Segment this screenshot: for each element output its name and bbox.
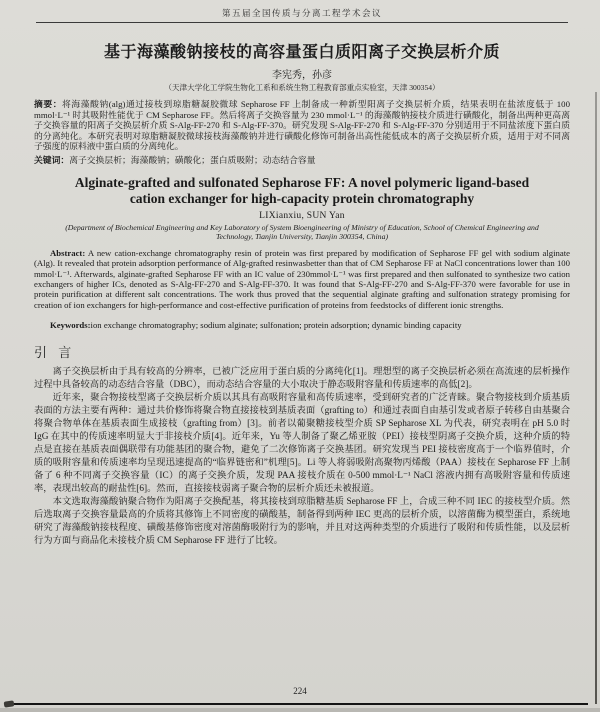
- introduction-paragraph-2: 近年来，聚合物接枝型离子交换层析介质以其具有高吸附容量和高传质速率，受到研究者的广泛青睐。聚合物接枝到介质基质表面的方法主要有两种：通过共价修饰将聚合物直接接枝到基质表面（grafting to）和通过表面自由基引发或者原子转移自由基聚合将聚合物单体在基质表面生成接枝（grafting from）[3]。前者以葡聚糖接枝型介质 SP Sepharose XL 为代表，研究表明在 pH 5.0 时 IgG 在其中的传质速率明显大于非接枝介质[4]。近年来，Yu 等人制备了聚乙烯亚胺（PEI）接枝型阴离子交换介质，这种介质的特点是直接在基质表面偶联带有功能基团的聚合物，避免了二次修饰离子交换基团。研究发现当 PEI 接枝密度高于一个临界值时，介质的吸附容量和传质速率均呈现迅速提高的“临界链密和”机理[5]。Li 等人将弱吸附高聚物丙烯酸（PAA）接枝在 Sepharose FF 上制备了 6 种不同离子交换容量（IC）的离子交换介质，发现 PAA 接枝介质在 0-500 mmol·L⁻¹ NaCl 溶液内拥有高吸附容量和传质速率，表现出较高的耐盐性[6]。然而，直接接枝弱离子聚合物的层析介质还未被报道。: [34, 393, 570, 495]
- chinese-abstract-text: 将海藻酸钠(alg)通过接枝到琼脂糖凝胶微球 Sepharose FF 上制备成一种新型阳离子交换层析介质，结果表明在盐浓度低于 100 mmol·L⁻¹ 时其吸附性能优于 CM Sepharose FF。然后将离子交换容量为 230 mmol·L⁻¹ 的海藻酸钠接枝介质进行磺酸化，制备出两种更高离子交换容量的阳离子交换层析介质 S-Alg-FF-270 和 S-Alg-FF-370。研究发现 S-Alg-FF-270 和 S-Alg-FF-370 分别适用于不同盐浓度下蛋白质的分离纯化。本研究表明对琼脂糖凝胶微球接枝海藻酸钠并进行磺酸化修饰可制备出高性能低成本的离子交换层析介质，适用于对不同离子强度的原料液中蛋白质的分离纯化。: [34, 99, 570, 152]
- english-abstract-label: Abstract:: [50, 248, 86, 259]
- english-keywords-text: ion exchange chromatography; sodium alginate; sulfonation; protein adsorption; dynamic binding capacity: [90, 319, 462, 330]
- page-number: 224: [293, 686, 307, 696]
- introduction-paragraph-1: 离子交换层析由于具有较高的分辨率，已被广泛应用于蛋白质的分离纯化[1]。理想型的离子交换层析必须在高流速的层析操作过程中具备较高的动态结合容量（DBC），而动态结合容量的大小取决于静态吸附容量和传质速率的高低[2]。: [34, 367, 570, 391]
- chinese-keywords-text: 离子交换层析；海藻酸钠；磺酸化；蛋白质吸附；动态结合容量: [69, 154, 316, 165]
- introduction-paragraph-3: 本文选取海藻酸钠聚合物作为阳离子交换配基，将其接枝到琼脂糖基质 Sepharose FF 上，合成三种不同 IEC 的接枝型介质。然后选取离子交换容量最高的介质将其修饰上不同密度的磺酸基，制备得到两种 IEC 更高的层析介质，以溶菌酶为模型蛋白，系统地研究了海藻酸钠接枝程度、磺酸基修饰密度对溶菌酶吸附行为的影响，并且对这两种类型的介质进行了吸附和传质性能，以及层析行为方面与商品化未接枝介质 CM Sepharose FF 进行了比较。: [34, 497, 570, 547]
- english-keywords-label: Keywords:: [50, 319, 91, 330]
- chinese-abstract: [34, 99, 570, 152]
- introduction-heading: 引 言: [34, 345, 76, 361]
- chinese-keywords: [34, 155, 570, 166]
- chinese-authors: 李宪秀，孙彦: [272, 70, 332, 81]
- chinese-affiliation: （天津大学化工学院生物化工系和系统生物工程教育部重点实验室，天津 300354）: [164, 83, 440, 92]
- scan-artifact-right-edge: [595, 92, 597, 704]
- scan-artifact-bottom-shadow: [0, 708, 600, 712]
- english-keywords: [34, 320, 570, 330]
- chinese-keywords-label: 关键词：: [34, 154, 70, 165]
- english-affiliation: (Department of Biochemical Engineering and Key Laboratory of System Bioengineering of Ministry of Education, School of Chemical Engineering and Technology, Tianjin University, Tianjin 300354, China): [65, 222, 539, 242]
- conference-header: 第五届全国传质与分离工程学术会议: [221, 8, 382, 18]
- chinese-title: 基于海藻酸钠接枝的高容量蛋白质阳离子交换层析介质: [103, 44, 500, 61]
- english-authors: LIXianxiu, SUN Yan: [259, 210, 345, 221]
- header-divider: [36, 22, 568, 23]
- english-abstract-text: A new cation-exchange chromatography resin of protein was first prepared by modification of Sepharose FF gel with sodium alginate (Alg). It revealed that protein adsorption performance of Alg-grafted resinwasbetter than that of CM Sepharose FF at NaCl concentrations lower than 100 mmol·L⁻¹. Afterwards, alginate-grafted Sepharose FF with an IC value of 230mmol·L⁻¹ was first prepared and then sulfonated to synthesize two cation exchangers of higher ICs, denoted as S-Alg-FF-270 and S-Alg-FF-370. It was found that S-Alg-FF-270 and S-Alg-FF-370 were favorable for use in protein purification at different salt concentrations. The work thus proved that the sequential alginate grafting and sulfonation strategy promising for creation of ion exchangers for high-performance and cost-effective purification of proteins from feedstocks of different ionic strengths.: [34, 248, 570, 310]
- scan-artifact-bottom-edge: [8, 703, 588, 705]
- english-title: Alginate-grafted and sulfonated Sepharose FF: A novel polymeric ligand-based cation exchanger for high-capacity protein chromatography: [74, 174, 530, 207]
- scan-artifact-corner-mark: [4, 700, 15, 707]
- english-abstract: [34, 248, 570, 310]
- chinese-abstract-label: 摘要：: [34, 99, 63, 109]
